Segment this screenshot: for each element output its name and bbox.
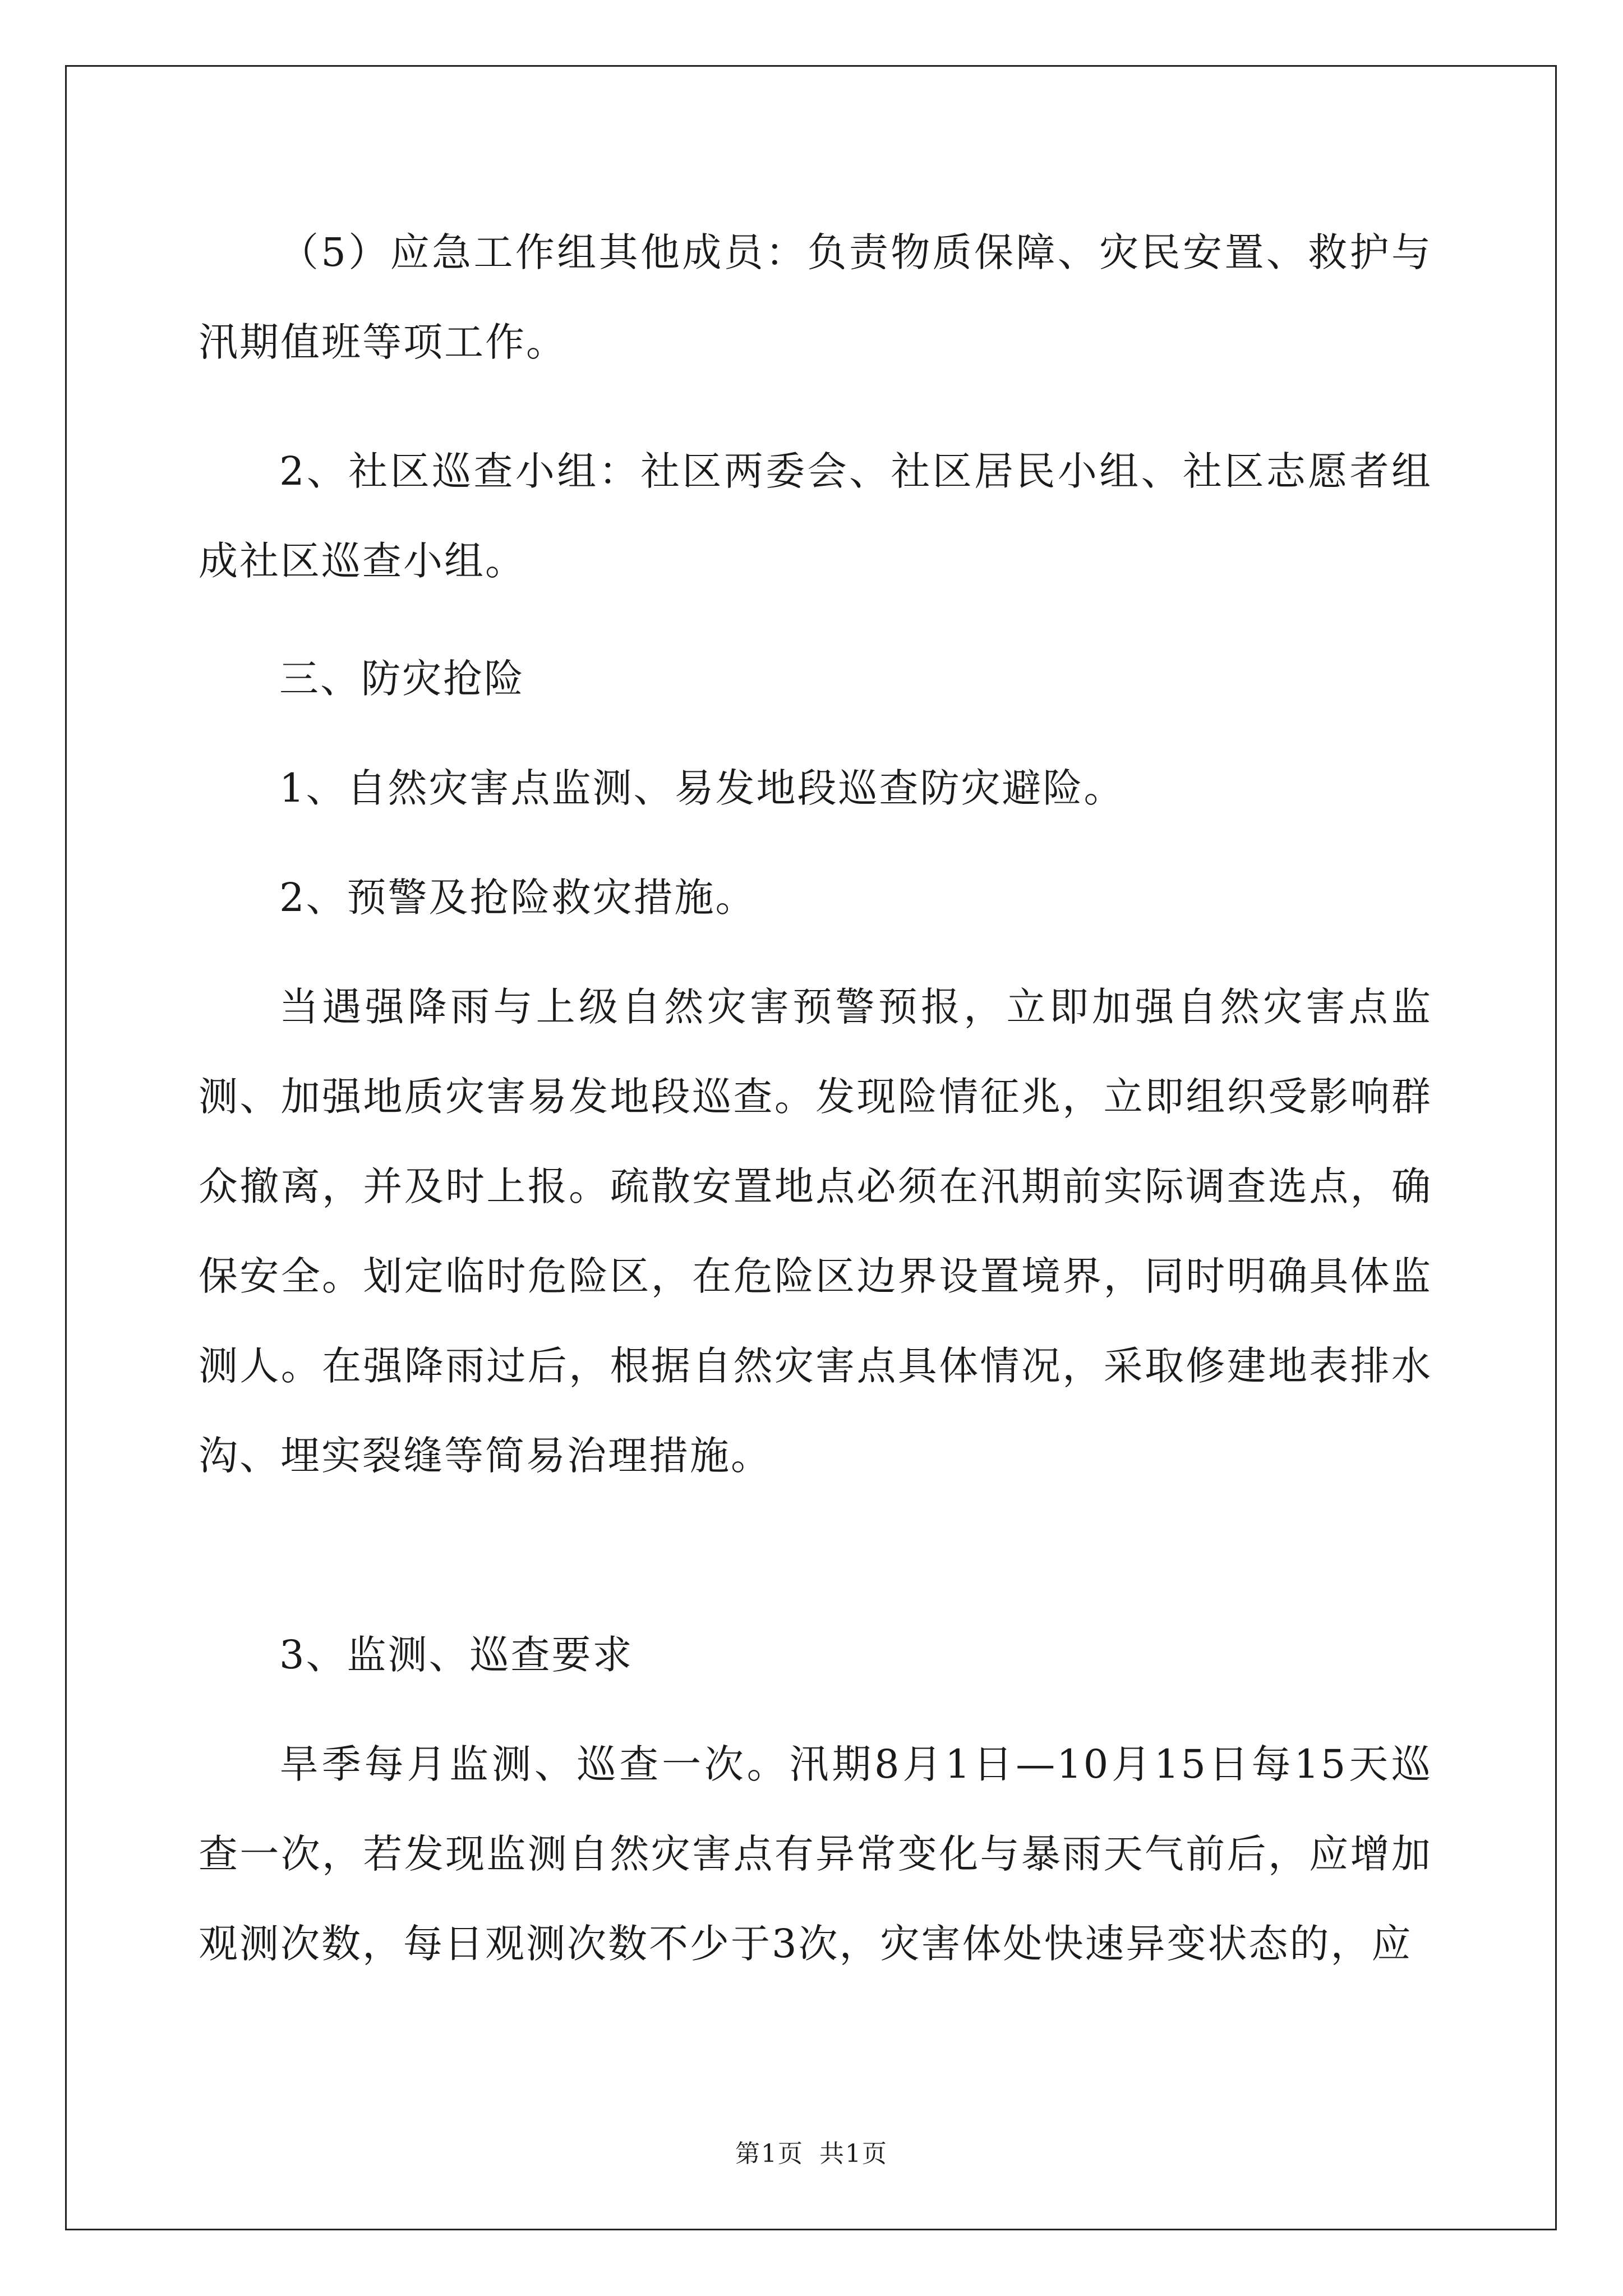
paragraph-patrol-group: 2、社区巡查小组：社区两委会、社区居民小组、社区志愿者组成社区巡查小组。 <box>199 448 1432 584</box>
paragraph-dry-season-schedule: 旱季每月监测、巡查一次。汛期8月1日—10月15日每15天巡查一次，若发现监测自然灾害点有异常变化与暴雨天气前后，应增加观测次数，每日观测次数不少于3次，灾害体处快速异变状态的，应 <box>199 1741 1432 1967</box>
paragraph-heavy-rain-response: 当遇强降雨与上级自然灾害预警预报，立即加强自然灾害点监测、加强地质灾害易发地段巡查。发现险情征兆，立即组织受影响群众撤离，并及时上报。疏散安置地点必须在汛期前实际调查选点，确保安全。划定临时危险区，在危险区边界设置境界，同时明确具体监测人。在强降雨过后，根据自然灾害点具体情况，采取修建地表排水沟、埋实裂缝等简易治理措施。 <box>199 984 1432 1479</box>
total-pages: 共1页 <box>819 2139 888 2168</box>
paragraph-inspection-requirements: 3、监测、巡查要求 <box>279 1632 634 1678</box>
section-heading-disaster-prevention: 三、防灾抢险 <box>279 656 525 702</box>
paragraph-emergency-members: （5）应急工作组其他成员：负责物质保障、灾民安置、救护与汛期值班等项工作。 <box>199 229 1432 365</box>
paragraph-warning-measures: 2、预警及抢险救灾措施。 <box>279 875 757 921</box>
page-number: 第1页 <box>735 2139 804 2168</box>
page-footer <box>0 2137 1623 2171</box>
paragraph-monitoring-patrol: 1、自然灾害点监测、易发地段巡查防灾避险。 <box>279 765 1125 811</box>
